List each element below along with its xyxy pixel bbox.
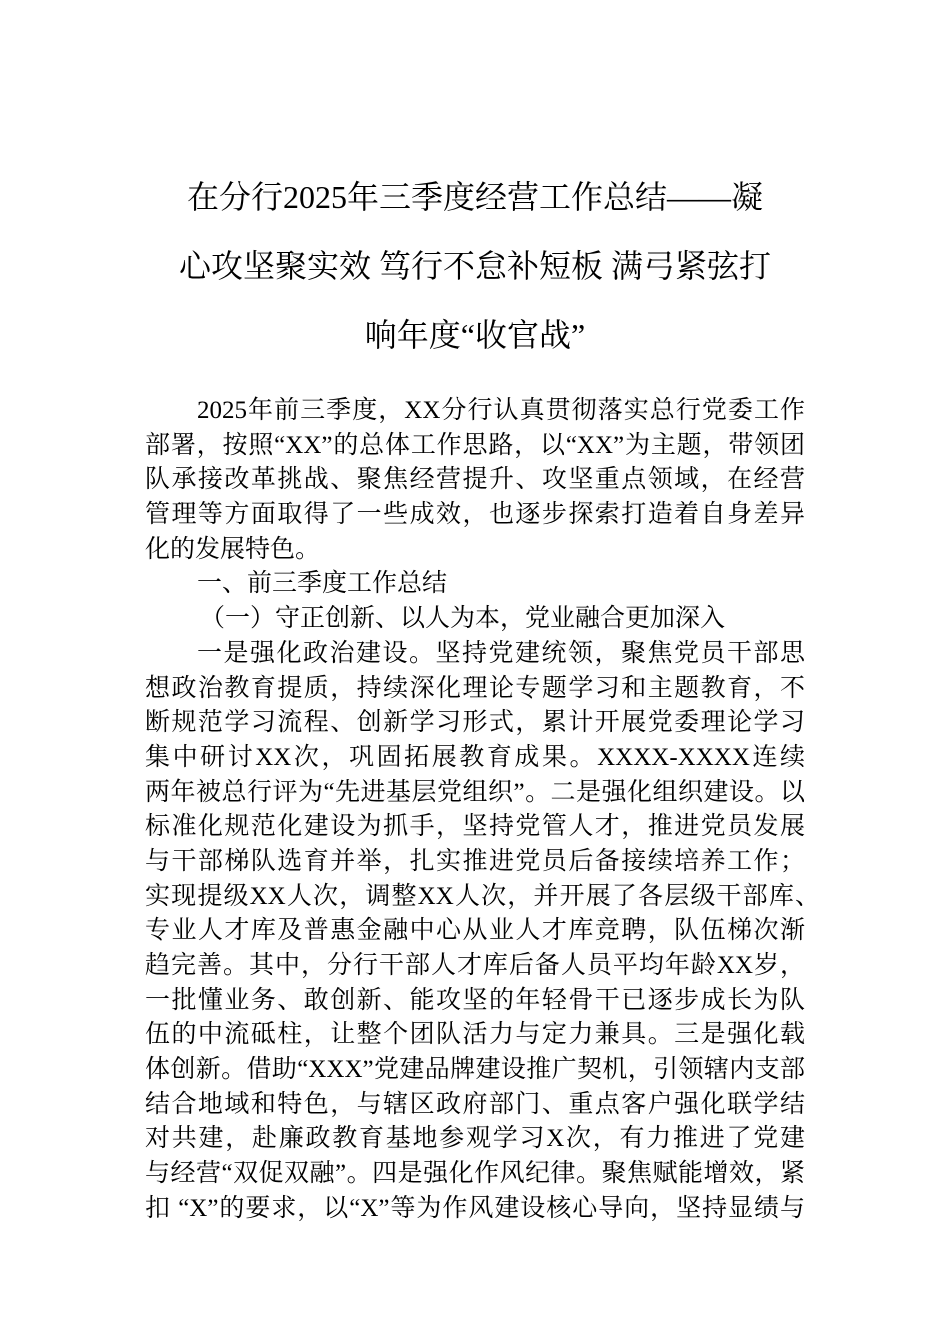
paragraph-line: 部署，按照“XX”的总体工作思路，以“XX”为主题，带领团 bbox=[145, 431, 805, 459]
paragraph-line: 管理等方面取得了一些成效，也逐步探索打造着自身差异 bbox=[145, 501, 805, 529]
title-line: 在分行2025年三季度经营工作总结——凝 bbox=[186, 179, 763, 215]
paragraph-line: 集中研讨XX次，巩固拓展教育成果。XXXX-XXXX连续 bbox=[145, 743, 805, 771]
paragraph-line: 一是强化政治建设。坚持党建统领，聚焦党员干部思 bbox=[197, 639, 805, 667]
paragraph-line: 标准化规范化建设为抓手，坚持党管人才，推进党员发展 bbox=[145, 813, 805, 841]
subsection-heading: （一）守正创新、以人为本，党业融合更加深入 bbox=[200, 605, 726, 633]
paragraph-line: 断规范学习流程、创新学习形式，累计开展党委理论学习 bbox=[145, 709, 805, 737]
paragraph-line: 趋完善。其中，分行干部人才库后备人员平均年龄XX岁， bbox=[145, 952, 805, 979]
title-line: 心攻坚聚实效 笃行不怠补短板 满弓紧弦打 bbox=[178, 248, 771, 284]
paragraph-line: 队承接改革挑战、聚焦经营提升、攻坚重点领域，在经营 bbox=[145, 466, 805, 494]
document-body bbox=[145, 394, 820, 1227]
paragraph-line: 一批懂业务、敢创新、能攻坚的年轻骨干已逐步成长为队 bbox=[145, 986, 805, 1014]
title-line: 响年度“收官战” bbox=[364, 317, 586, 353]
paragraph-line: 扣 “X”的要求，以“X”等为作风建设核心导向，坚持显绩与 bbox=[145, 1194, 805, 1222]
paragraph-line: 专业人才库及普惠金融中心从业人才库竞聘，队伍梯次渐 bbox=[145, 917, 805, 945]
paragraph-line: 体创新。借助“XXX”党建品牌建设推广契机，引领辖内支部 bbox=[145, 1056, 805, 1084]
paragraph-line: 伍的中流砥柱，让整个团队活力与定力兼具。三是强化载 bbox=[145, 1021, 805, 1049]
paragraph-line: 两年被总行评为“先进基层党组织”。二是强化组织建设。以 bbox=[145, 778, 805, 806]
paragraph-line: 实现提级XX人次，调整XX人次，并开展了各层级干部库、 bbox=[145, 882, 820, 910]
paragraph-line: 2025年前三季度，XX分行认真贯彻落实总行党委工作 bbox=[197, 397, 805, 424]
paragraph-line: 与经营“双促双融”。四是强化作风纪律。聚焦赋能增效，紧 bbox=[145, 1160, 805, 1188]
document-title bbox=[0, 163, 950, 370]
paragraph-line: 对共建，赴廉政教育基地参观学习X次，有力推进了党建 bbox=[145, 1125, 805, 1153]
paragraph-line: 与干部梯队选育并举，扎实推进党员后备接续培养工作； bbox=[145, 847, 805, 875]
section-heading: 一、前三季度工作总结 bbox=[197, 570, 448, 598]
paragraph-line: 想政治教育提质，持续深化理论专题学习和主题教育，不 bbox=[145, 674, 805, 702]
paragraph-line: 结合地域和特色，与辖区政府部门、重点客户强化联学结 bbox=[145, 1090, 805, 1118]
paragraph-line: 化的发展特色。 bbox=[145, 535, 321, 563]
